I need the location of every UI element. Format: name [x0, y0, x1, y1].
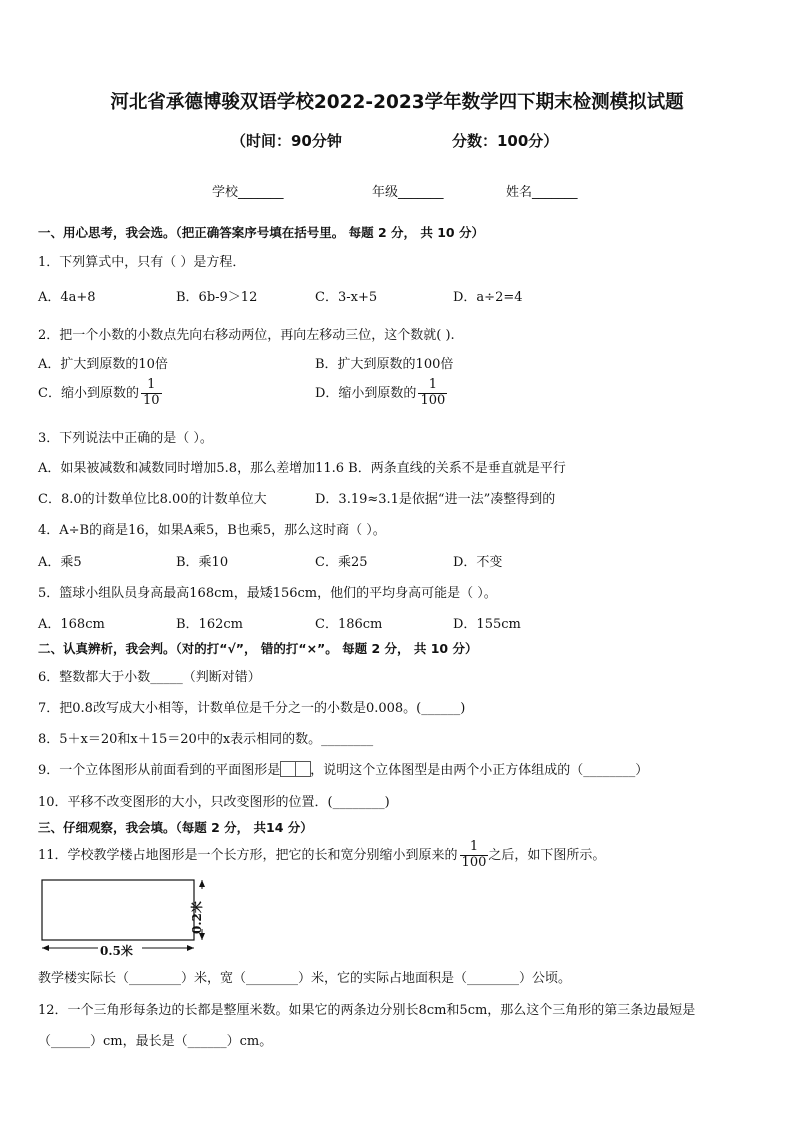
q11-answer: 教学楼实际长（________）米，宽（________）米，它的实际占地面积是（________）公顷。 [38, 971, 572, 986]
q3-options-ab: A．如果被减数和减数同时增加5.8，那么差增加11.6 B．两条直线的关系不是垂直就是平行 [38, 461, 566, 476]
q1-option-b: B．6b-9＞12 [176, 290, 258, 305]
q6: 6．整数都大于小数_____（判断对错） [38, 670, 261, 685]
q3-option-d: D．3.19≈3.1是依据“进一法”凑整得到的 [315, 492, 556, 507]
q2-option-a: A．扩大到原数的10倍 [38, 357, 168, 372]
q12-line1: 12．一个三角形每条边的长都是整厘米数。如果它的两条边分别长8cm和5cm，那么这个三角形的第三条边最短是 [38, 1003, 696, 1018]
q4-option-c: C．乘25 [315, 555, 368, 570]
q10: 10．平移不改变图形的大小，只改变图形的位置．(________) [38, 795, 390, 810]
q2-option-d-text: D．缩小到原数的 [315, 385, 417, 401]
exam-score: 分数：100分） [452, 132, 559, 150]
section-2-heading: 二、认真辨析，我会判。（对的打“√”， 错的打“×”。 每题 2 分， 共 10 分） [38, 641, 478, 656]
q11-stem-a: 11．学校教学楼占地图形是一个长方形，把它的长和宽分别缩小到原来的 [38, 847, 458, 863]
page-title: 河北省承德博骏双语学校2022-2023学年数学四下期末检测模拟试题 [110, 92, 684, 113]
q4-stem: 4．A÷B的商是16，如果A乘5，B也乘5，那么这时商（ ）。 [38, 523, 386, 538]
q5-option-b: B．162cm [176, 617, 243, 632]
q2-option-c-text: C．缩小到原数的 [38, 385, 139, 401]
q7: 7．把0.8改写成大小相等，计数单位是千分之一的小数是0.008。(______) [38, 701, 466, 716]
school-field: 学校_______ [212, 185, 284, 200]
width-label: 0.5米 [100, 944, 133, 958]
exam-time: （时间：90分钟 [231, 132, 342, 150]
q5-option-c: C．186cm [315, 617, 383, 632]
q5-option-d: D．155cm [453, 617, 521, 632]
fraction [460, 840, 489, 871]
grade-field: 年级_______ [372, 185, 444, 200]
q4-option-d: D．不变 [453, 555, 503, 570]
section-3-heading: 三、仔细观察，我会填。（每题 2 分， 共14 分） [38, 820, 313, 835]
q4-option-a: A．乘5 [38, 555, 82, 570]
q2-option-c [38, 378, 162, 409]
section-1-heading: 一、用心思考，我会选。（把正确答案序号填在括号里。 每题 2 分， 共 10 分） [38, 225, 484, 240]
q9 [38, 759, 648, 781]
q1-option-d: D．a÷2=4 [453, 290, 523, 305]
height-label: 0.2米 [190, 901, 204, 934]
q2-stem: 2．把一个小数的小数点先向右移动两位，再向左移动三位，这个数就( ). [38, 328, 455, 343]
fraction-denominator: 100 [420, 392, 446, 408]
q11-stem-b: 之后，如下图所示。 [488, 847, 606, 863]
fraction [141, 378, 162, 409]
fraction [418, 378, 447, 409]
q1-option-a: A．4a+8 [38, 290, 96, 305]
q2-option-b: B．扩大到原数的100倍 [315, 357, 454, 372]
q9-text-b: ，说明这个立体图型是由两个小正方体组成的（________） [310, 763, 649, 778]
two-squares-figure [280, 761, 310, 781]
fraction-numerator: 1 [418, 378, 447, 394]
fraction-numerator: 1 [460, 840, 489, 856]
fraction-numerator: 1 [141, 378, 162, 394]
fraction-denominator: 10 [142, 392, 160, 408]
q12-line2: （______）cm，最长是（______）cm。 [38, 1034, 273, 1049]
q5-option-a: A．168cm [38, 617, 105, 632]
name-field: 姓名_______ [506, 185, 578, 200]
q1-option-c: C．3-x+5 [315, 290, 378, 305]
q9-text-a: 9．一个立体图形从前面看到的平面图形是 [38, 763, 281, 778]
q1-stem: 1．下列算式中，只有（ ）是方程． [38, 255, 246, 270]
q2-option-d [315, 378, 447, 409]
q3-option-c: C．8.0的计数单位比8.00的计数单位大 [38, 492, 267, 507]
q3-stem: 3．下列说法中正确的是（ ）。 [38, 431, 213, 446]
q8: 8．5＋x＝20和x＋15＝20中的x表示相同的数。________ [38, 732, 374, 747]
q4-option-b: B．乘10 [176, 555, 229, 570]
q11-stem [38, 840, 605, 871]
fraction-denominator: 100 [461, 854, 487, 870]
q5-stem: 5．篮球小组队员身高最高168cm，最矮156cm，他们的平均身高可能是（ ）。 [38, 586, 497, 601]
